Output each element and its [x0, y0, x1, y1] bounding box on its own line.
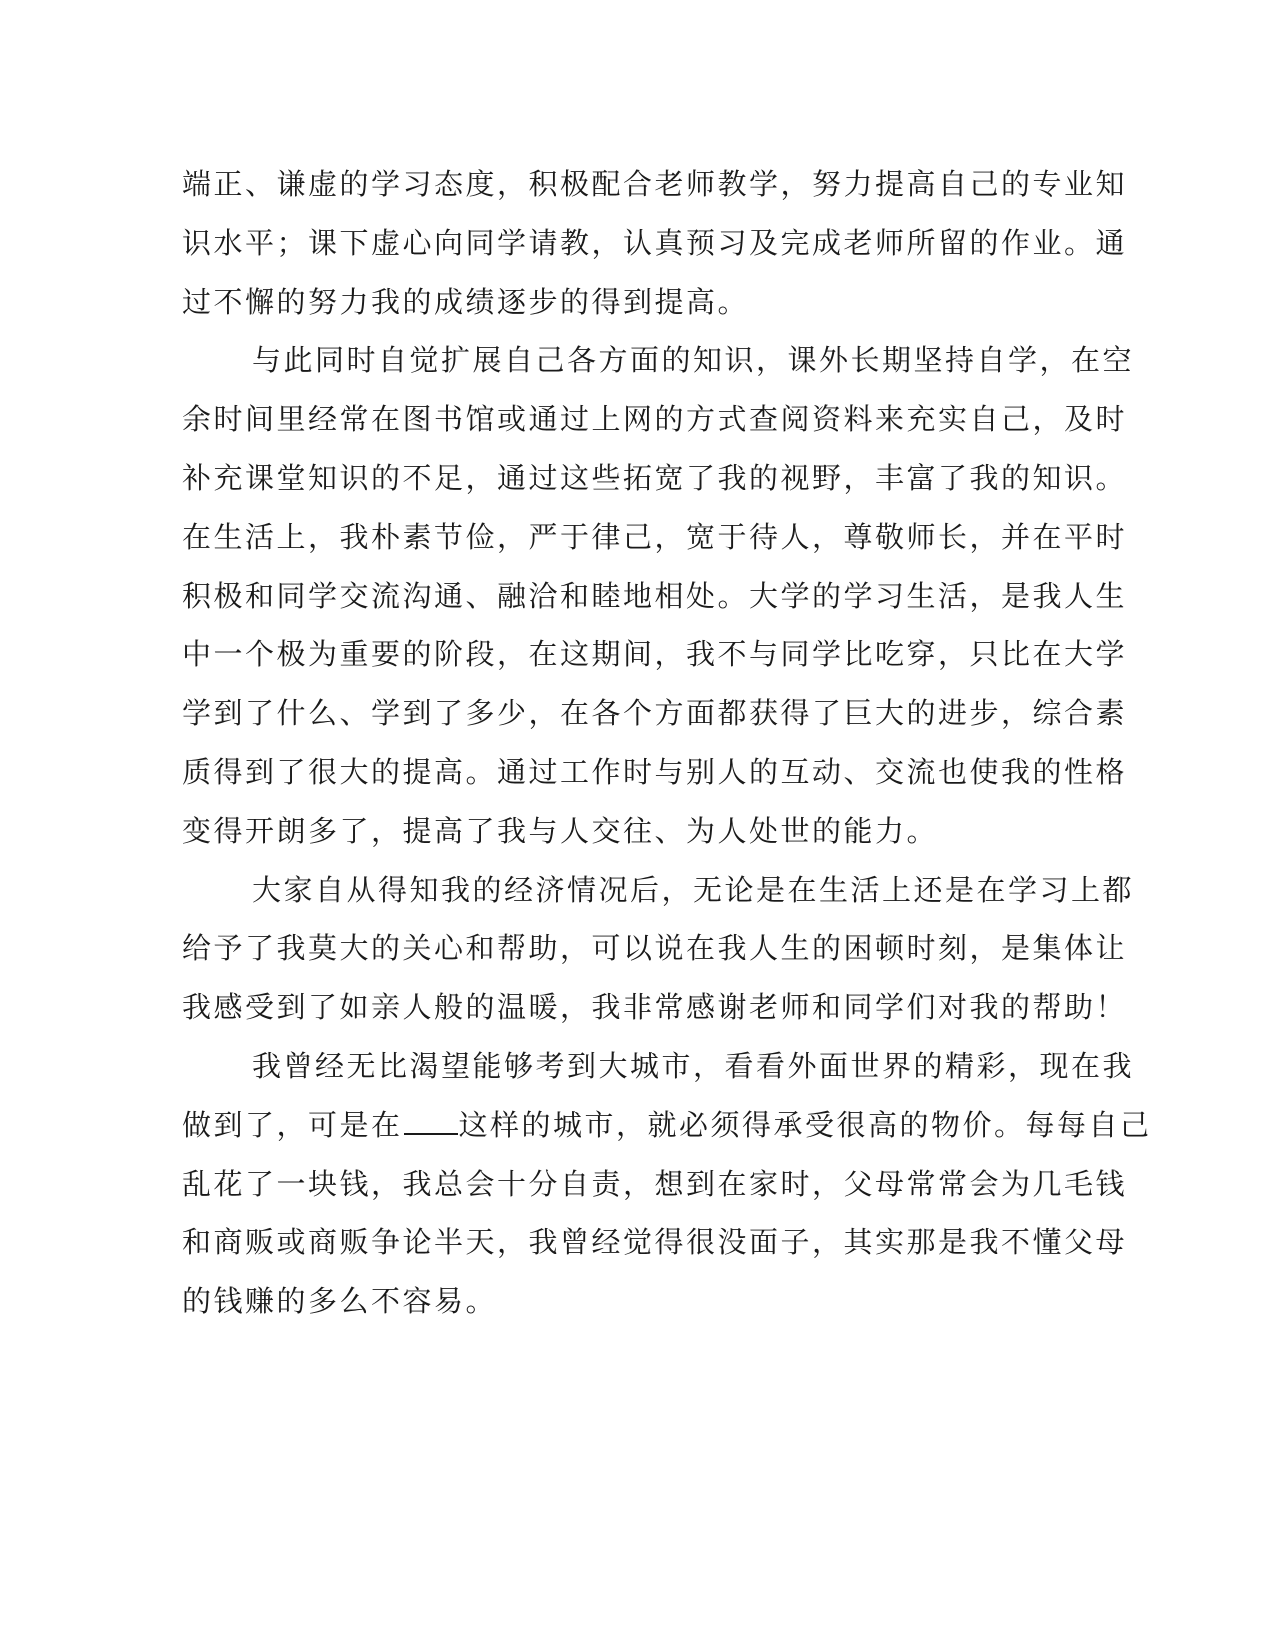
- text-line: 的钱赚的多么不容易。: [182, 1284, 498, 1319]
- text-line: 给予了我莫大的关心和帮助，可以说在我人生的困顿时刻，是集体让: [182, 931, 1128, 966]
- text-line: [182, 1096, 1152, 1155]
- document-body: [182, 155, 1152, 1331]
- text-line: 与此同时自觉扩展自己各方面的知识，课外长期坚持自学，在空: [252, 343, 1135, 378]
- text-line: 积极和同学交流沟通、融洽和睦地相处。大学的学习生活，是我人生: [182, 578, 1128, 613]
- text-line: 过不懈的努力我的成绩逐步的得到提高。: [182, 284, 750, 319]
- paragraph-1: [182, 155, 1128, 331]
- text-line: 补充课堂知识的不足，通过这些拓宽了我的视野，丰富了我的知识。: [182, 460, 1128, 495]
- text-segment: 这样的城市，就必须得承受很高的物价。每每自己: [458, 1107, 1152, 1142]
- text-line: 变得开朗多了，提高了我与人交往、为人处世的能力。: [182, 813, 939, 848]
- text-line: 乱花了一块钱，我总会十分自责，想到在家时，父母常常会为几毛钱: [182, 1166, 1128, 1201]
- text-line: 和商贩或商贩争论半天，我曾经觉得很没面子，其实那是我不懂父母: [182, 1225, 1128, 1260]
- text-line: 大家自从得知我的经济情况后，无论是在生活上还是在学习上都: [252, 872, 1135, 907]
- text-line: 中一个极为重要的阶段，在这期间，我不与同学比吃穿，只比在大学: [182, 637, 1128, 672]
- text-line: 学到了什么、学到了多少，在各个方面都获得了巨大的进步，综合素: [182, 696, 1128, 731]
- paragraph-3: [182, 861, 1135, 1037]
- text-line: 质得到了很大的提高。通过工作时与别人的互动、交流也使我的性格: [182, 754, 1128, 789]
- fill-in-blank: [404, 1105, 458, 1135]
- text-line: 我感受到了如亲人般的温暖，我非常感谢老师和同学们对我的帮助！: [182, 990, 1128, 1025]
- text-line: 余时间里经常在图书馆或通过上网的方式查阅资料来充实自己，及时: [182, 402, 1128, 437]
- text-segment: 做到了，可是在: [182, 1107, 403, 1142]
- text-line: 在生活上，我朴素节俭，严于律己，宽于待人，尊敬师长，并在平时: [182, 519, 1128, 554]
- text-line: 我曾经无比渴望能够考到大城市，看看外面世界的精彩，现在我: [252, 1048, 1135, 1083]
- text-line: 识水平；课下虚心向同学请教，认真预习及完成老师所留的作业。通: [182, 225, 1128, 260]
- paragraph-2: [182, 331, 1135, 860]
- paragraph-4: [182, 1037, 1152, 1331]
- text-line: 端正、谦虚的学习态度，积极配合老师教学，努力提高自己的专业知: [182, 167, 1128, 201]
